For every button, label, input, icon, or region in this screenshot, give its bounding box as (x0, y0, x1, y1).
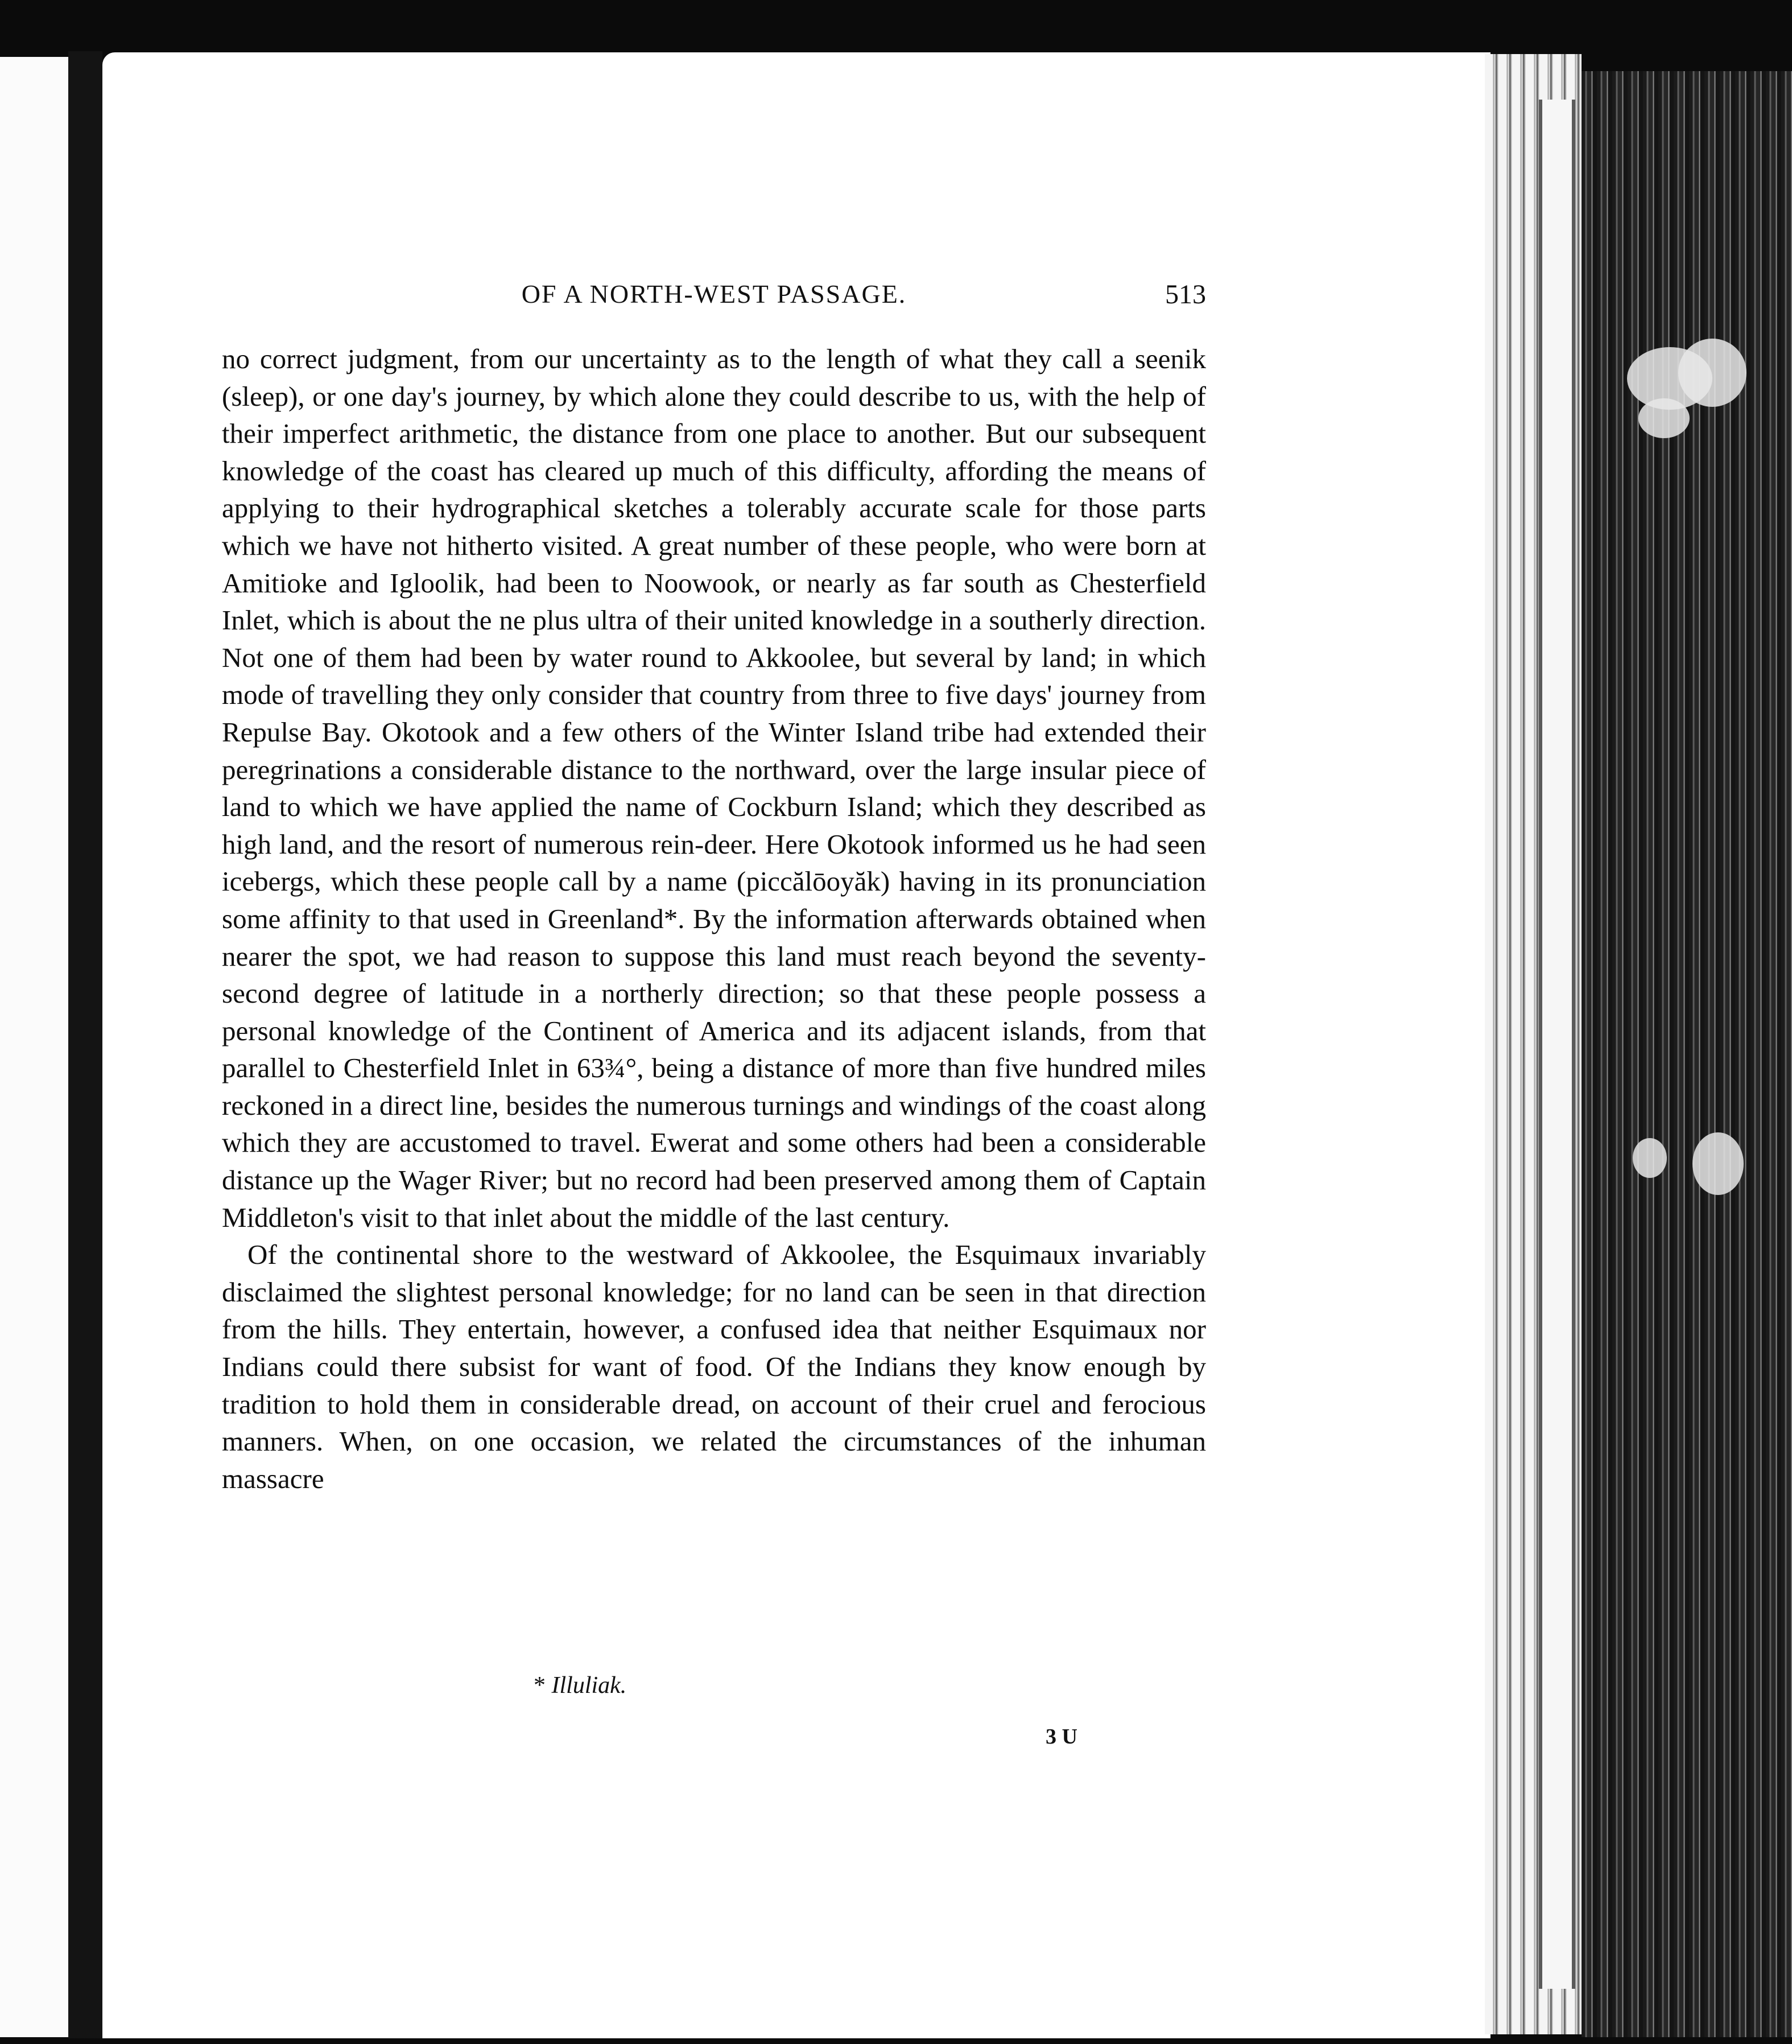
gutter-shadow (68, 51, 102, 2038)
paper-damage-mark (1638, 398, 1690, 438)
running-header (222, 279, 1206, 319)
page-edge-inner-strip (1539, 100, 1575, 1989)
paper-damage-mark (1692, 1132, 1744, 1195)
paragraph: no correct judgment, from our uncertainty as to the length of what they call a seenik (sleep), or one day's journey, by which alone they could describe to us, with the help of their imperfect arithmetic, the distance from one place to another. But our subsequent knowledge of the coast has cleared up much of this difficulty, affording the means of applying to their hydrographical sketches a tolerably accurate scale for those parts which we have not hitherto visited. A great number of these people, who were born at Amitioke and Igloolik, had been to Noowook, or nearly as far south as Chesterfield Inlet, which is about the ne plus ultra of their united knowledge in a southerly direction. Not one of them had been by water round to Akkoolee, but several by land; in which mode of travelling they only consider that country from three to five days' journey from Repulse Bay. Okotook and a few others of the Winter Island tribe had extended their peregrinations a considerable distance to the northward, over the large insular piece of land to which we have applied the name of Cockburn Island; which they described as high land, and the resort of numerous rein-deer. Here Okotook informed us he had seen icebergs, which these people call by a name (piccălōoyăk) having in its pronunciation some affinity to that used in Greenland*. By the information afterwards obtained when nearer the spot, we had reason to suppose this land must reach beyond the seventy-second degree of latitude in a northerly direction; so that these people possess a personal knowledge of the Continent of America and its adjacent islands, from that parallel to Chesterfield Inlet in 63¾°, being a distance of more than five hundred miles reckoned in a direct line, besides the numerous turnings and windings of the coast along which they are accustomed to travel. Ewerat and some others had been a considerable distance up the Wager River; but no record had been preserved among them of Captain Middleton's visit to that inlet about the middle of the last century. (222, 343, 1206, 1233)
footnote (534, 1672, 626, 1699)
paragraph: Of the continental shore to the westward of Akkoolee, the Esquimaux invariably disclaimed the slightest personal knowledge; for no land can be seen in that direction from the hills. They entertain, however, a confused idea that neither Esquimaux nor Indians could there subsist for want of food. Of the Indians they know enough by tradition to hold them in considerable dread, on account of their cruel and ferocious manners. When, on one occasion, we related the circumstances of the inhuman massacre (222, 1239, 1206, 1494)
footnote-text: Illuliak. (551, 1672, 627, 1699)
paper-damage-mark (1633, 1138, 1667, 1178)
page-number: 513 (1165, 279, 1206, 310)
running-title: OF A NORTH-WEST PASSAGE. (521, 279, 907, 308)
left-page-edge (0, 57, 73, 2037)
body-text (222, 340, 1206, 1497)
footnote-marker: * (534, 1672, 546, 1699)
paper-damage-mark (1678, 339, 1746, 407)
signature-mark: 3 U (1046, 1725, 1077, 1749)
